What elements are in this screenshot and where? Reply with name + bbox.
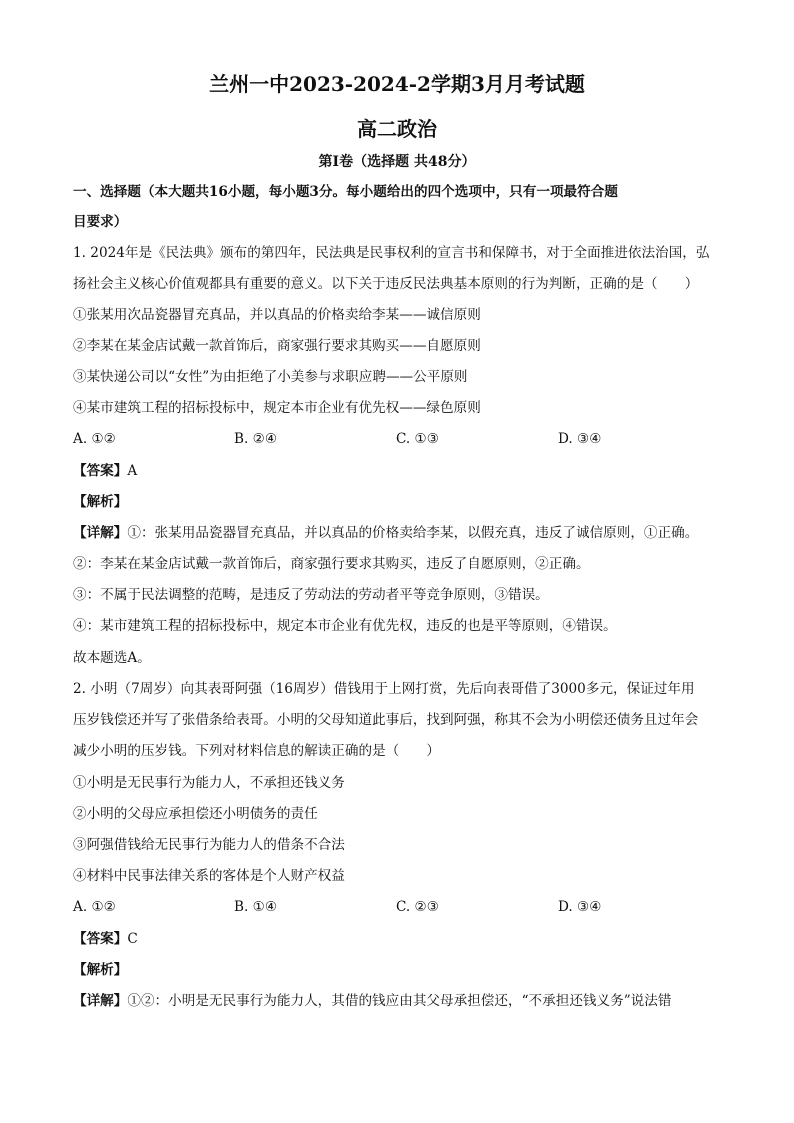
volume-title: 第Ⅰ卷（选择题 共48分） (318, 154, 476, 170)
section-heading-line2: 目要求） (73, 214, 128, 230)
q2-item-2: ②小明的父母应承担偿还小明债务的责任 (73, 806, 318, 822)
exam-title: 兰州一中2023-2024-2学期3月月考试题 (209, 72, 585, 96)
q2-item-1: ①小明是无民事行为能力人，不承担还钱义务 (73, 775, 345, 791)
q1-stem-line2: 扬社会主义核心价值观都具有重要的意义。以下关于违反民法典基本原则的行为判断，正确的是（ ） (73, 276, 699, 292)
q1-detail-2: ②：李某在某金店试戴一款首饰后，商家强行要求其购买，违反了自愿原则，②正确。 (73, 556, 590, 572)
q1-detail-tag: 【详解】 (73, 525, 128, 541)
q1-option-c: C. ①③ (396, 431, 439, 447)
q2-stem-line1: 2. 小明（7周岁）向其表哥阿强（16周岁）借钱用于上网打赏，先后向表哥借了3000多元，保证过年用 (73, 681, 695, 697)
q1-conclusion: 故本题选A。 (73, 650, 151, 666)
q2-answer-value: C (127, 931, 138, 947)
q2-item-3: ③阿强借钱给无民事行为能力人的借条不合法 (73, 837, 345, 853)
q2-detail-1-text: ①②：小明是无民事行为能力人，其借的钱应由其父母承担偿还，“不承担还钱义务”说法错 (127, 993, 672, 1009)
q1-answer (73, 461, 721, 481)
q2-answer (73, 929, 721, 949)
q1-answer-value: A (127, 463, 138, 479)
q1-item-3: ③某快递公司以“女性”为由拒绝了小美参与求职应聘——公平原则 (73, 369, 468, 385)
q2-answer-tag: 【答案】 (73, 931, 128, 947)
q2-stem-line2: 压岁钱偿还并写了张借条给表哥。小明的父母知道此事后，找到阿强，称其不会为小明偿还债务且过年会 (73, 712, 699, 728)
q1-answer-tag: 【答案】 (73, 463, 128, 479)
subject-title: 高二政治 (357, 117, 437, 141)
q2-stem-line3: 减少小明的压岁钱。下列对材料信息的解读正确的是（ ） (73, 743, 441, 759)
q1-option-b: B. ②④ (234, 431, 278, 447)
q1-item-1: ①张某用次品瓷器冒充真品，并以真品的价格卖给李某——诚信原则 (73, 307, 481, 323)
q2-detail-tag: 【详解】 (73, 993, 128, 1009)
q2-detail-1 (73, 991, 721, 1011)
q1-analysis-tag: 【解析】 (73, 494, 128, 510)
q2-analysis-tag: 【解析】 (73, 962, 128, 978)
q1-detail-3: ③：不属于民法调整的范畴，是违反了劳动法的劳动者平等竞争原则，③错误。 (73, 587, 549, 603)
q2-option-a: A. ①② (73, 899, 116, 915)
q1-stem-line1: 1. 2024年是《民法典》颁布的第四年，民法典是民事权利的宣言书和保障书，对于全面推进依法治国，弘 (73, 245, 710, 261)
q2-option-b: B. ①④ (234, 899, 278, 915)
section-heading-line1: 一、选择题（本大题共16小题，每小题3分。每小题给出的四个选项中，只有一项最符合题 (73, 184, 618, 200)
q2-option-c: C. ②③ (396, 899, 439, 915)
q1-item-4: ④某市建筑工程的招标投标中，规定本市企业有优先权——绿色原则 (73, 400, 481, 416)
q1-option-d: D. ③④ (558, 431, 602, 447)
q2-item-4: ④材料中民事法律关系的客体是个人财产权益 (73, 868, 345, 884)
q1-item-2: ②李某在某金店试戴一款首饰后，商家强行要求其购买——自愿原则 (73, 338, 481, 354)
q1-option-a: A. ①② (73, 431, 116, 447)
q1-detail-1-text: ①：张某用品瓷器冒充真品，并以真品的价格卖给李某，以假充真，违反了诚信原则，①正确。 (127, 525, 699, 541)
q1-detail-1 (73, 523, 721, 543)
q2-option-d: D. ③④ (558, 899, 602, 915)
q1-detail-4: ④：某市建筑工程的招标投标中，规定本市企业有优先权，违反的也是平等原则，④错误。 (73, 618, 617, 634)
